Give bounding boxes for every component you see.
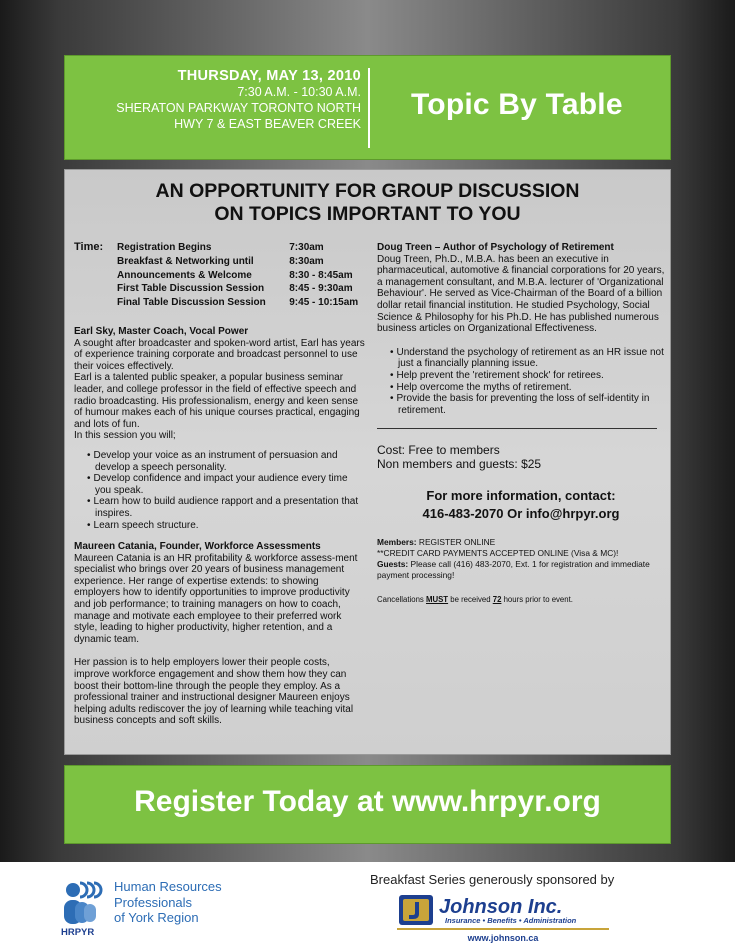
schedule-item: Final Table Discussion Session bbox=[117, 297, 266, 309]
maureen-section bbox=[74, 541, 366, 727]
cancellation-policy bbox=[377, 595, 665, 605]
guests-text: Please call (416) 483-2070, Ext. 1 for registration and immediate payment processing! bbox=[377, 559, 650, 581]
sponsor-caption: Breakfast Series generously sponsored by bbox=[370, 872, 615, 887]
hrpyr-logo bbox=[60, 877, 110, 942]
guests-label: Guests: bbox=[377, 559, 409, 570]
list-item: • Help prevent the 'retirement shock' for retirees. bbox=[377, 370, 665, 382]
doug-title: Doug Treen – Author of Psychology of Retirement bbox=[377, 242, 614, 253]
sponsor-url: www.johnson.ca bbox=[467, 933, 539, 943]
members-text: REGISTER ONLINE bbox=[416, 537, 496, 548]
contact-details[interactable]: 416-483-2070 Or info@hrpyr.org bbox=[422, 506, 620, 522]
schedule-item: Announcements & Welcome bbox=[117, 269, 252, 281]
cost-info bbox=[377, 443, 665, 471]
list-item: • Provide the basis for preventing the loss of self-identity in retirement. bbox=[377, 393, 665, 416]
event-time: 7:30 A.M. - 10:30 A.M. bbox=[237, 85, 361, 99]
headline bbox=[65, 180, 670, 226]
divider bbox=[368, 68, 370, 148]
schedule-time: 7:30am bbox=[289, 242, 324, 253]
schedule-row bbox=[117, 270, 367, 284]
schedule-time: 8:30am bbox=[289, 255, 324, 267]
schedule-time: 8:45 - 9:30am bbox=[289, 283, 353, 295]
list-item: • Learn speech structure. bbox=[74, 520, 366, 532]
event-venue: SHERATON PARKWAY TORONTO NORTH bbox=[116, 101, 361, 115]
schedule-time: 9:45 - 10:15am bbox=[289, 297, 359, 309]
schedule-row bbox=[117, 283, 367, 297]
register-band bbox=[64, 765, 671, 844]
schedule-item: Breakfast & Networking until bbox=[117, 255, 254, 267]
johnson-logo bbox=[397, 892, 609, 952]
schedule-row bbox=[117, 256, 367, 270]
content-panel bbox=[64, 169, 671, 755]
event-title: Topic By Table bbox=[411, 88, 623, 121]
event-address: HWY 7 & EAST BEAVER CREEK bbox=[174, 117, 361, 131]
schedule-item: Registration Begins bbox=[117, 242, 212, 253]
members-line bbox=[377, 537, 665, 548]
schedule bbox=[74, 242, 366, 318]
doug-para-1: Doug Treen, Ph.D., M.B.A. has been an executive in pharmaceutical, automotive & financial corporations for 20 years, a management consultant, and M.B.A. lecturer of 'Organizational Behaviour'. He served as Vice-Chairman of the Board of a billion dollar retail financial institution. He studied Psychology, Social Science & Philosophy for his Ph.D. He has published numerous business articles on Organizational Effectiveness. bbox=[377, 253, 665, 335]
list-item: • Develop confidence and impact your audience every time you speak. bbox=[74, 473, 366, 496]
sponsor-tagline: Insurance • Benefits • Administration bbox=[445, 916, 577, 925]
maureen-title: Maureen Catania, Founder, Workforce Assessments bbox=[74, 541, 321, 553]
cancel-prefix: Cancellations bbox=[377, 595, 426, 605]
cost-members: Cost: Free to members bbox=[377, 443, 500, 458]
doug-bullets bbox=[377, 347, 665, 417]
event-date: THURSDAY, MAY 13, 2010 bbox=[177, 68, 361, 84]
contact-heading: For more information, contact: bbox=[426, 488, 616, 504]
earl-bullets bbox=[74, 450, 366, 531]
org-name-line-2: Professionals bbox=[114, 894, 193, 910]
org-name-line-1: Human Resources bbox=[114, 879, 222, 894]
headline-line-2: ON TOPICS IMPORTANT TO YOU bbox=[214, 203, 521, 225]
list-item: • Understand the psychology of retirement as an HR issue not just a financially planning issue. bbox=[377, 347, 665, 370]
cancel-hours: 72 bbox=[492, 595, 502, 605]
schedule-table bbox=[117, 242, 367, 311]
earl-para-1: A sought after broadcaster and spoken-word artist, Earl has years of experience training corporate and broadcast personnel to use their voices effectively. bbox=[74, 337, 365, 372]
earl-para-2: Earl is a talented public speaker, a popular business seminar leader, and college professor in the field of effective speech and radio broadcasting. His professionalism, energy and keen sense of humour makes each of his unique courses practical, engaging and lots of fun. bbox=[74, 372, 360, 430]
list-item: • Develop your voice as an instrument of persuasion and develop a speech personality. bbox=[74, 450, 366, 473]
schedule-row bbox=[117, 297, 367, 311]
event-header-band bbox=[64, 55, 671, 160]
doug-section bbox=[377, 242, 665, 416]
headline-line-1: AN OPPORTUNITY FOR GROUP DISCUSSION bbox=[155, 180, 580, 202]
list-item: • Help overcome the myths of retirement. bbox=[377, 382, 665, 394]
org-name-line-3: of York Region bbox=[114, 910, 199, 925]
left-column bbox=[74, 242, 366, 727]
earl-title: Earl Sky, Master Coach, Vocal Power bbox=[74, 326, 249, 337]
event-details bbox=[65, 68, 361, 132]
cancel-mid: be received bbox=[448, 595, 493, 605]
cost-guests: Non members and guests: $25 bbox=[377, 457, 542, 472]
sponsor-name: Johnson Inc. bbox=[439, 896, 563, 918]
schedule-row bbox=[117, 242, 367, 256]
schedule-label: Time: bbox=[74, 241, 104, 253]
org-abbreviation: HRPYR bbox=[61, 927, 95, 937]
org-name bbox=[114, 879, 222, 926]
list-item: • Learn how to build audience rapport and a presentation that inspires. bbox=[74, 496, 366, 519]
registration-info bbox=[377, 537, 665, 581]
section-divider bbox=[377, 428, 657, 429]
cancel-must: MUST bbox=[425, 595, 449, 605]
maureen-para-1: Maureen Catania is an HR profitability & workforce assess-ment specialist who brings over 20 years of business management experience. Her range of expertise extends: to showing employers how to identify opportunities to improve productivity and job performance; to training managers on how to coach, manage and motivate each employee to their preferred work style, leading to higher productivity, higher retention, and a dynamic team. bbox=[74, 552, 358, 645]
right-column bbox=[377, 242, 665, 605]
maureen-para-2: Her passion is to help employers lower their people costs, improve workforce engagement and show them how they can boost their bottom-line through the people they employ. As a professional trainer and instructional designer Maureen enjoys helping adults rediscover the joy of learning while teaching vital business concepts and soft skills. bbox=[74, 657, 354, 727]
cancel-suffix: hours prior to event. bbox=[501, 595, 573, 605]
members-label: Members: bbox=[377, 537, 417, 548]
earl-para-3: In this session you will; bbox=[74, 430, 176, 442]
contact-info bbox=[377, 487, 665, 523]
payment-line: **CREDIT CARD PAYMENTS ACCEPTED ONLINE (Visa & MC)! bbox=[377, 548, 619, 559]
earl-section bbox=[74, 326, 366, 531]
schedule-time: 8:30 - 8:45am bbox=[289, 269, 353, 281]
register-link[interactable]: Register Today at www.hrpyr.org bbox=[134, 785, 601, 818]
schedule-item: First Table Discussion Session bbox=[117, 283, 265, 295]
guests-line bbox=[377, 559, 665, 581]
